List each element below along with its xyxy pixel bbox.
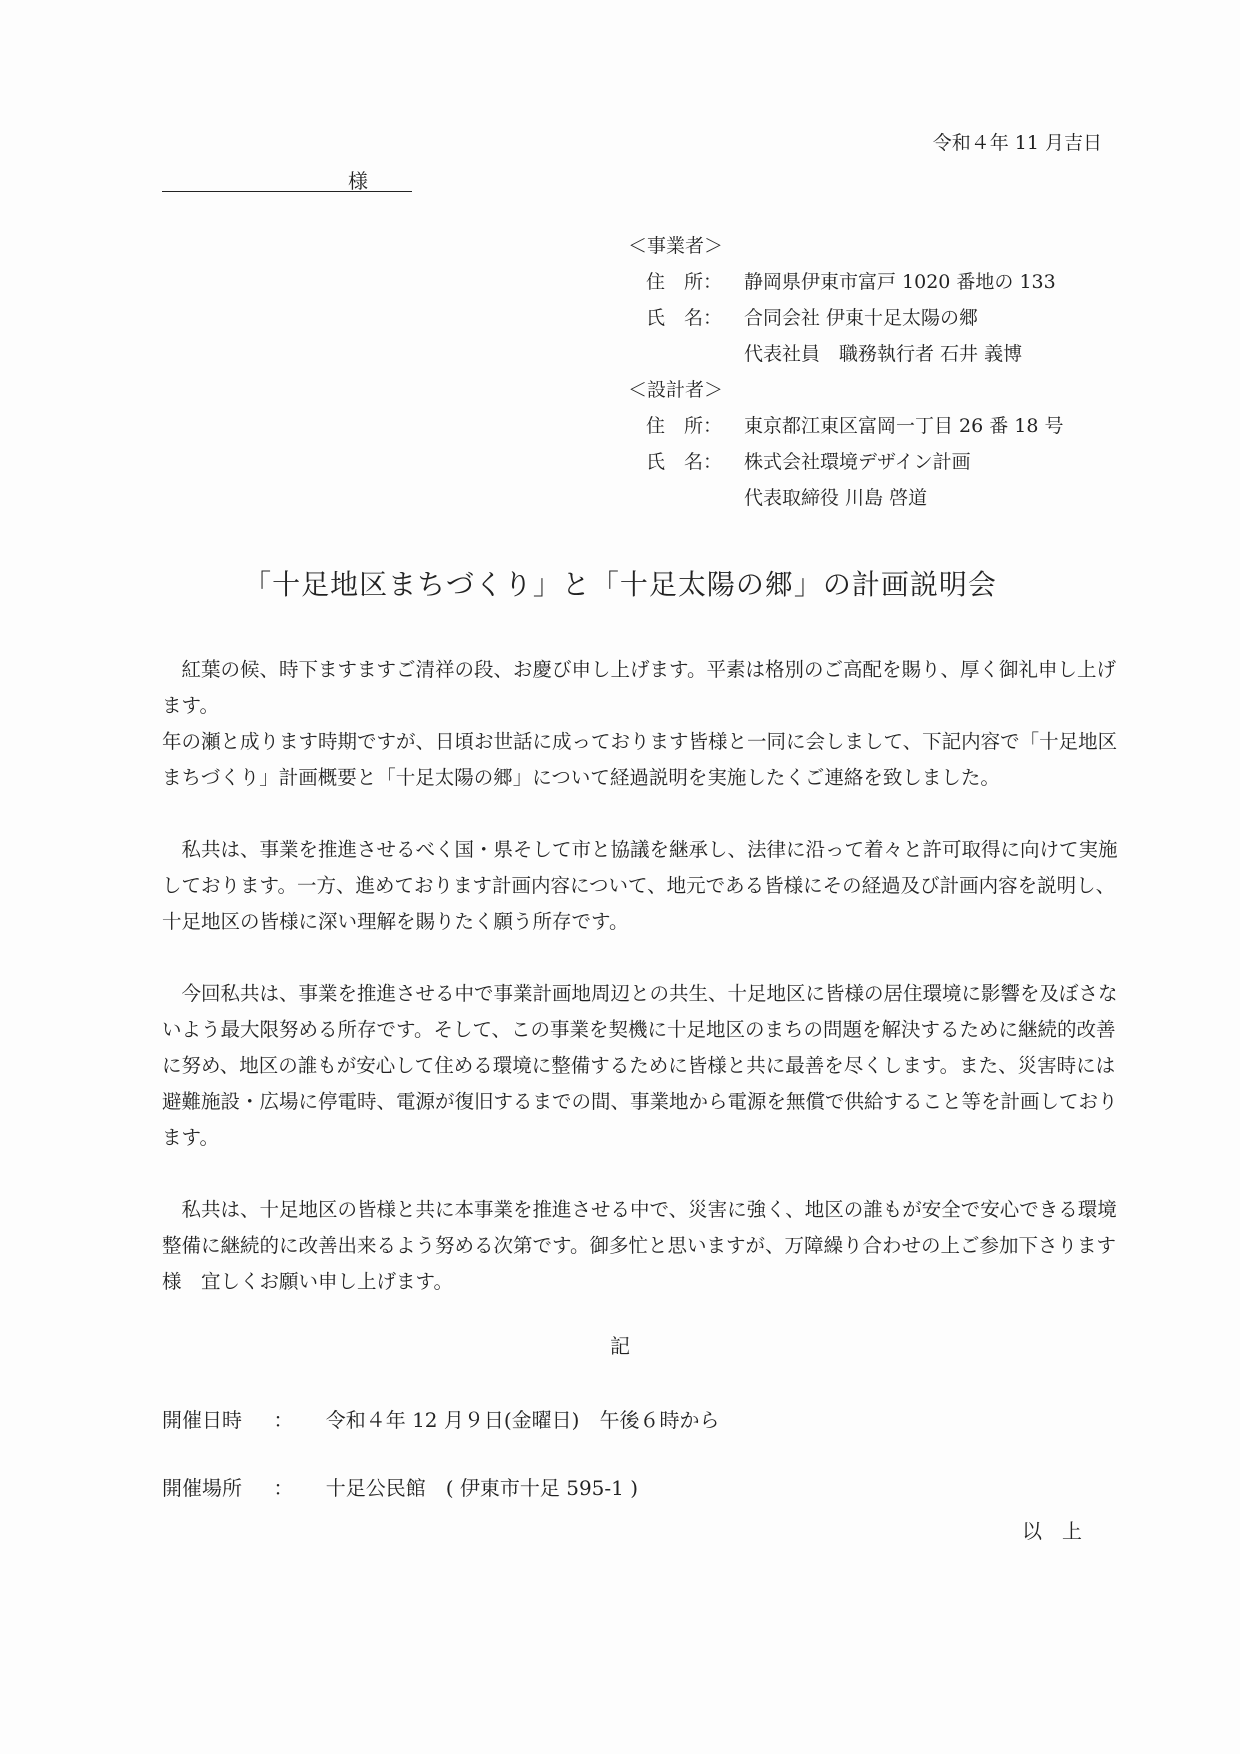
paragraph-4: 私共は、十足地区の皆様と共に本事業を推進させる中で、災害に強く、地区の誰もが安全で安心できる環境整備に継続的に改善出来るよう努める次第です。御多忙と思いますが、万障繰り合わせの上ご参加下さります様 宜しくお願い申し上げます。	[162, 1198, 1117, 1293]
event-date-label: 開催日時	[162, 1408, 242, 1432]
ki-heading: 記	[610, 1334, 630, 1358]
issue-date: 令和４年 11 月吉日	[932, 132, 1102, 154]
event-date-row	[162, 1404, 720, 1433]
business-address-label: 住 所：	[646, 271, 723, 293]
event-date-value: 令和４年 12 月９日(金曜日) 午後６時から	[325, 1408, 720, 1432]
paragraph-1b: 年の瀬と成ります時期ですが、日頃お世話に成っております皆様と一同に会しまして、下記内容で「十足地区まちづくり」計画概要と「十足太陽の郷」について経過説明を実施したくご連絡を致しました。	[162, 730, 1118, 789]
closing-mark: 以上	[1022, 1519, 1102, 1543]
designer-name: 株式会社環境デザイン計画	[744, 451, 971, 473]
designer-heading: ＜設計者＞	[628, 379, 724, 401]
designer-name-row	[628, 444, 1064, 480]
designer-rep: 代表取締役 川島 啓道	[744, 487, 928, 509]
designer-rep-row	[628, 480, 1064, 516]
event-place-value: 十足公民館 ( 伊東市十足 595-1 )	[325, 1476, 639, 1500]
designer-address-label: 住 所：	[646, 415, 723, 437]
paragraph-1a: 紅葉の候、時下ますますご清祥の段、お慶び申し上げます。平素は格別のご高配を賜り、厚く御礼申し上げます。	[162, 658, 1116, 717]
business-name-row	[628, 300, 1064, 336]
business-name: 合同会社 伊東十足太陽の郷	[744, 307, 979, 329]
business-address: 静岡県伊東市富戸 1020 番地の 133	[744, 271, 1056, 293]
paragraph-2: 私共は、事業を推進させるべく国・県そして市と協議を継承し、法律に沿って着々と許可取得に向けて実施しております。一方、進めております計画内容について、地元である皆様にその経過及び計画内容を説明し、十足地区の皆様に深い理解を賜りたく願う所存です。	[162, 838, 1118, 933]
event-place-row	[162, 1472, 638, 1501]
designer-address: 東京都江東区富岡一丁目 26 番 18 号	[744, 415, 1064, 437]
paragraph-3: 今回私共は、事業を推進させる中で事業計画地周辺との共生、十足地区に皆様の居住環境に影響を及ぼさないよう最大限努める所存です。そして、この事業を契機に十足地区のまちの問題を解決するために継続的改善に努め、地区の誰もが安心して住める環境に整備するために皆様と共に最善を尽くします。また、災害時には避難施設・広場に停電時、電源が復旧するまでの間、事業地から電源を無償で供給すること等を計画しております。	[162, 982, 1118, 1149]
event-place-colon: ：	[273, 1476, 294, 1500]
document-title: 「十足地区まちづくり」と「十足太陽の郷」の計画説明会	[243, 568, 997, 601]
sender-info	[628, 228, 1064, 516]
business-rep-row	[628, 336, 1064, 372]
recipient-suffix: 様	[348, 169, 368, 193]
business-heading: ＜事業者＞	[628, 235, 724, 257]
recipient-line	[162, 163, 412, 192]
business-rep: 代表社員 職務執行者 石井 義博	[744, 343, 1023, 365]
business-name-label: 氏 名：	[646, 307, 723, 329]
designer-address-row	[628, 408, 1064, 444]
designer-name-label: 氏 名：	[646, 451, 723, 473]
business-address-row	[628, 264, 1064, 300]
event-date-colon: ：	[273, 1408, 294, 1432]
event-place-label: 開催場所	[162, 1476, 242, 1500]
letter-body	[162, 652, 1122, 1300]
